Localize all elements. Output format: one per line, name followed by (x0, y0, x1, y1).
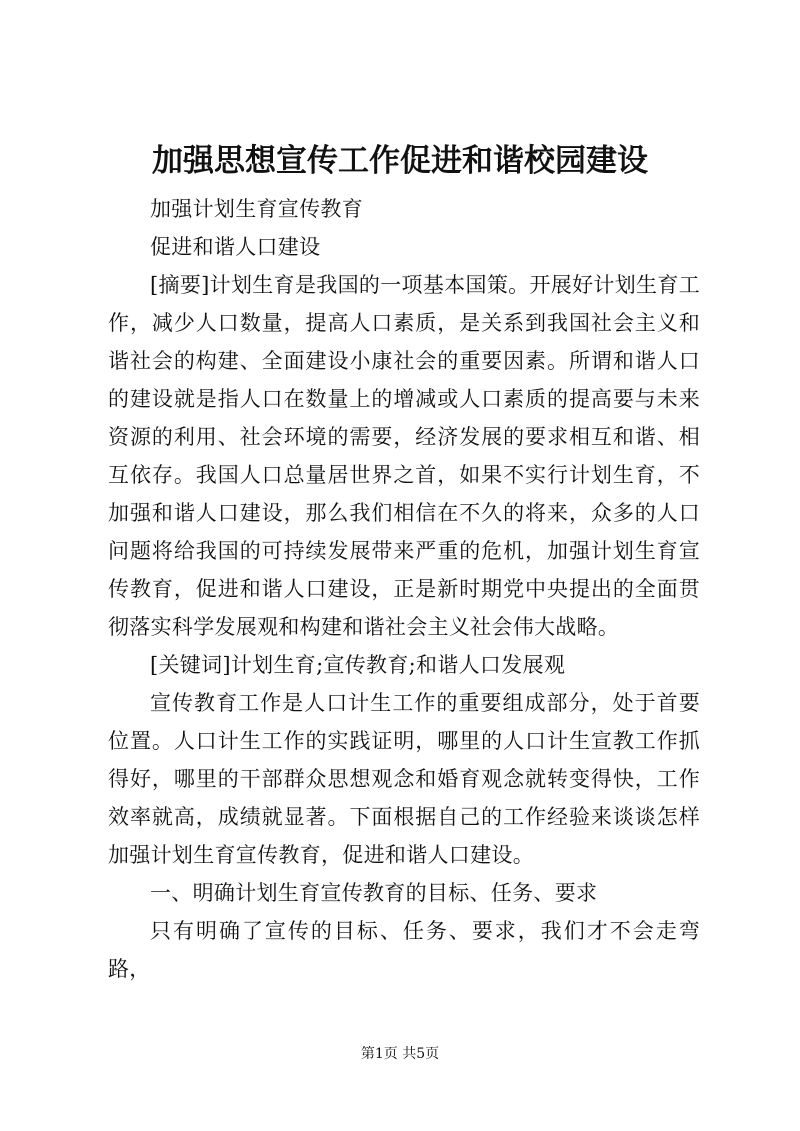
body-paragraph-continued: 只有明确了宣传的目标、任务、要求，我们才不会走弯路， (108, 919, 700, 981)
document-body (108, 190, 700, 988)
subtitle-line-2: 促进和谐人口建设 (150, 235, 321, 259)
abstract-paragraph: [摘要]计划生育是我国的一项基本国策。开展好计划生育工作，减少人口数量，提高人口素质，是关系到我国社会主义和谐社会的构建、全面建设小康社会的重要因素。所谓和谐人口的建设就是指人口在数量上的增减或人口素质的提高要与未来资源的利用、社会环境的需要，经济发展的要求相互和谐、相互依存。我国人口总量居世界之首，如果不实行计划生育，不加强和谐人口建设，那么我们相信在不久的将来，众多的人口问题将给我国的可持续发展带来严重的危机，加强计划生育宣传教育，促进和谐人口建设，正是新时期党中央提出的全面贯彻落实科学发展观和构建和谐社会主义社会伟大战略。 (108, 273, 700, 639)
page-number-footer: 第1页 共5页 (360, 1046, 440, 1062)
section-heading: 一、明确计划生育宣传教育的目标、任务、要求 (150, 881, 598, 905)
subtitle-line-1: 加强计划生育宣传教育 (150, 197, 363, 221)
keywords-paragraph: [关键词]计划生育;宣传教育;和谐人口发展观 (150, 653, 566, 677)
document-title: 加强思想宣传工作促进和谐校园建设 (152, 143, 648, 179)
body-paragraph: 宣传教育工作是人口计生工作的重要组成部分，处于首要位置。人口计生工作的实践证明，哪里的人口计生宣教工作抓得好，哪里的干部群众思想观念和婚育观念就转变得快，工作效率就高，成绩就显著。下面根据自己的工作经验来谈谈怎样加强计划生育宣传教育，促进和谐人口建设。 (108, 691, 700, 867)
